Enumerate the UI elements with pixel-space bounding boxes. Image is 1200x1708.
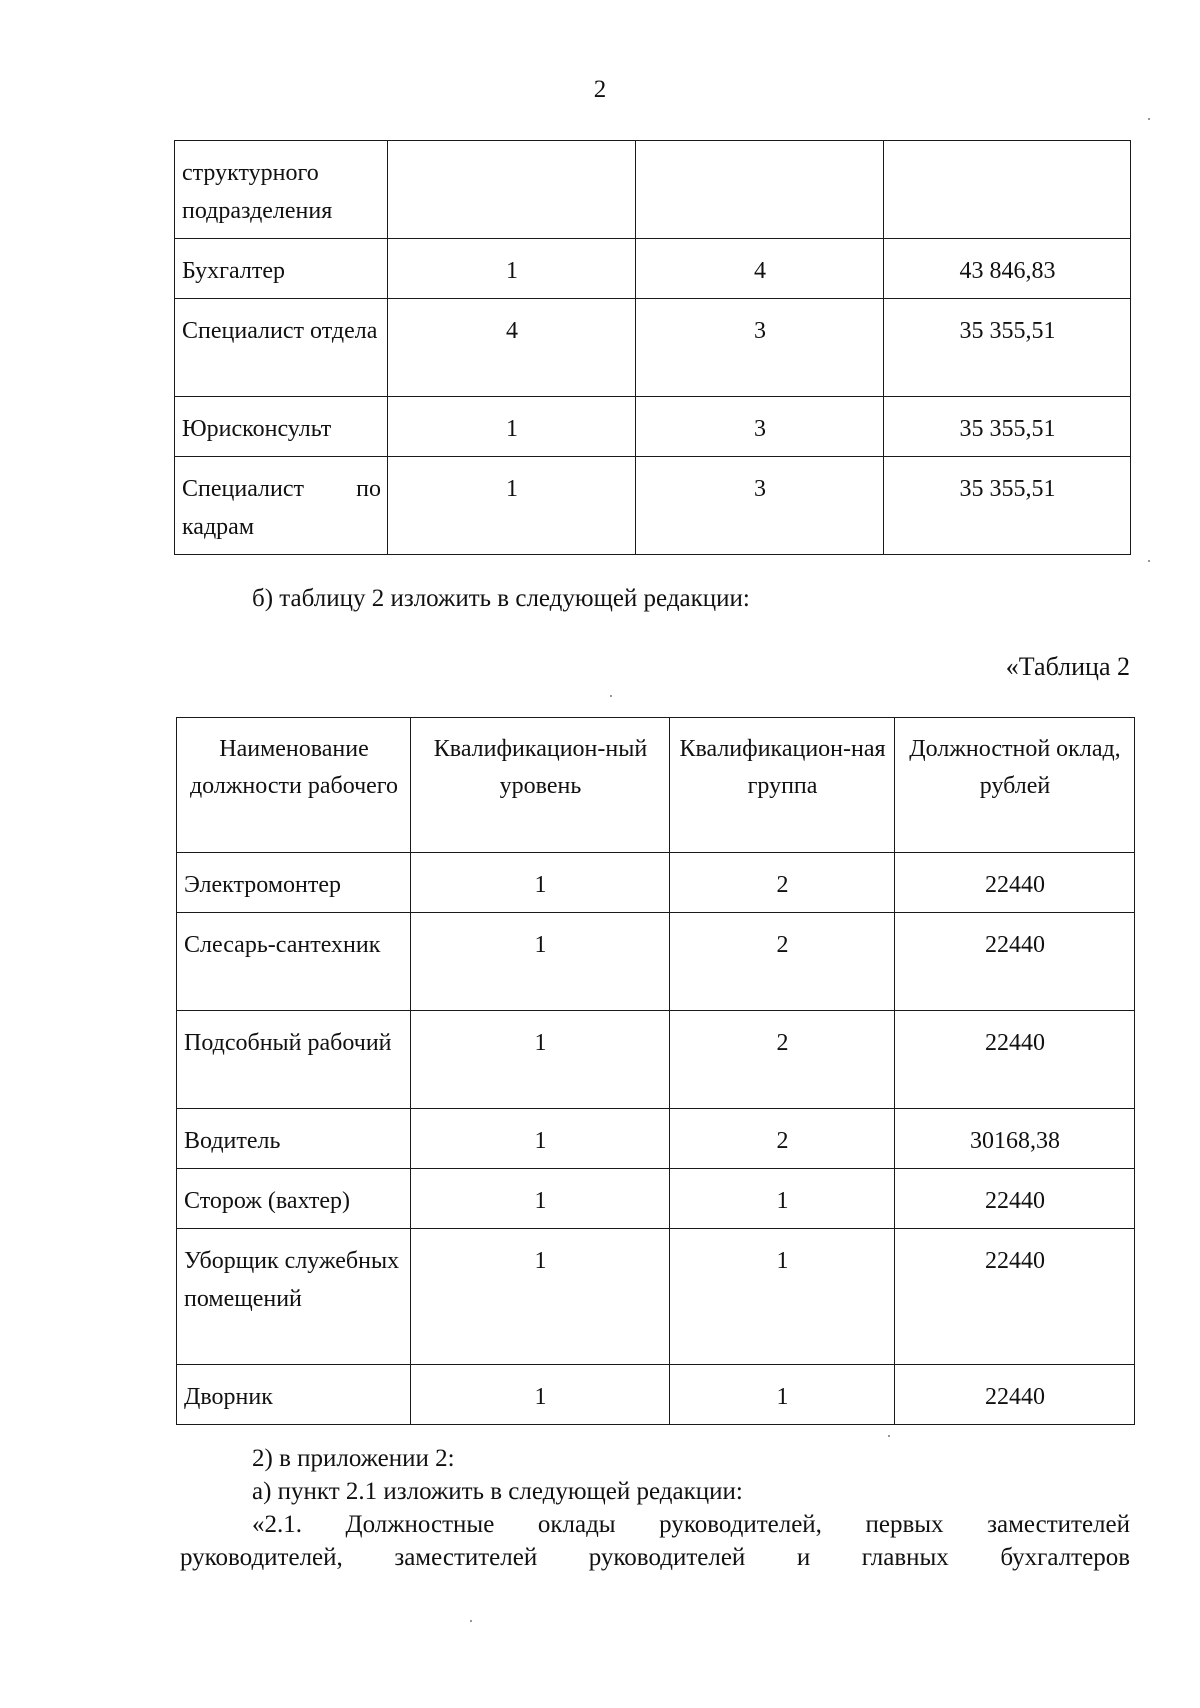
- page-number: 2: [593, 76, 607, 103]
- position-name-cell: Специалист отдела: [175, 299, 388, 397]
- table-2-caption: «Таблица 2: [1005, 652, 1130, 681]
- qualification-level-cell: 1: [411, 1011, 670, 1109]
- paragraph-2: 2) в приложении 2:: [252, 1445, 455, 1472]
- header-salary: Должностной оклад, рублей: [895, 718, 1135, 853]
- qualification-group-cell: 1: [670, 1365, 895, 1425]
- qualification-group-cell: 2: [670, 913, 895, 1011]
- qualification-level-cell: 1: [411, 1229, 670, 1365]
- salary-cell: 22440: [895, 853, 1135, 913]
- qualification-group-cell: 1: [670, 1169, 895, 1229]
- scan-speck: [1148, 560, 1150, 562]
- qualification-level-cell: 4: [388, 299, 636, 397]
- table-row: [175, 299, 1131, 397]
- table-row: [177, 913, 1135, 1011]
- qualification-level-cell: 1: [411, 1365, 670, 1425]
- qualification-group-cell: 3: [636, 457, 884, 555]
- qualification-level-cell: 1: [388, 457, 636, 555]
- paragraph-b: б) таблицу 2 изложить в следующей редакции:: [252, 585, 750, 612]
- salary-cell: [884, 141, 1131, 239]
- paragraph-a: а) пункт 2.1 изложить в следующей редакции:: [252, 1478, 743, 1505]
- qualification-level-cell: 1: [411, 1169, 670, 1229]
- scan-speck: [610, 695, 612, 697]
- qualification-level-cell: 1: [411, 913, 670, 1011]
- table-row: [175, 457, 1131, 555]
- table-row: [177, 1229, 1135, 1365]
- position-name-cell: Водитель: [177, 1109, 411, 1169]
- position-name-cell: Дворник: [177, 1365, 411, 1425]
- position-name-cell: Уборщик служебных помещений: [177, 1229, 411, 1365]
- qualification-group-cell: 3: [636, 397, 884, 457]
- salary-cell: 35 355,51: [884, 397, 1131, 457]
- salary-cell: 22440: [895, 1365, 1135, 1425]
- salary-cell: 30168,38: [895, 1109, 1135, 1169]
- header-position-name: Наименование должности рабочего: [177, 718, 411, 853]
- header-qualification-group: Квалификацион-ная группа: [670, 718, 895, 853]
- table-row: [175, 239, 1131, 299]
- table-row: [177, 1169, 1135, 1229]
- salary-cell: 43 846,83: [884, 239, 1131, 299]
- qualification-group-cell: 4: [636, 239, 884, 299]
- table-row: [177, 1365, 1135, 1425]
- table-row: [177, 1109, 1135, 1169]
- table-row: [177, 1011, 1135, 1109]
- worker-salary-table: [176, 717, 1135, 1425]
- position-name-cell: Юрисконсульт: [175, 397, 388, 457]
- paragraph-2-1-line-2: руководителей, заместителей руководителей и главных бухгалтеров: [180, 1544, 1130, 1571]
- salary-cell: 22440: [895, 1169, 1135, 1229]
- position-name-cell: структурного подразделения: [175, 141, 388, 239]
- qualification-group-cell: [636, 141, 884, 239]
- position-name-cell: Специалист по кадрам: [175, 457, 388, 555]
- salary-cell: 22440: [895, 1011, 1135, 1109]
- position-name-cell: Сторож (вахтер): [177, 1169, 411, 1229]
- salary-cell: 22440: [895, 913, 1135, 1011]
- salary-cell: 35 355,51: [884, 299, 1131, 397]
- position-name-cell: Электромонтер: [177, 853, 411, 913]
- qualification-level-cell: 1: [411, 1109, 670, 1169]
- paragraph-2-1-line-1: «2.1. Должностные оклады руководителей, первых заместителей: [252, 1511, 1130, 1538]
- table-row: [175, 397, 1131, 457]
- qualification-level-cell: 1: [388, 397, 636, 457]
- salary-cell: 35 355,51: [884, 457, 1131, 555]
- qualification-group-cell: 1: [670, 1229, 895, 1365]
- qualification-group-cell: 2: [670, 1109, 895, 1169]
- table-row: [177, 853, 1135, 913]
- table-header-row: [177, 718, 1135, 853]
- qualification-group-cell: 3: [636, 299, 884, 397]
- qualification-group-cell: 2: [670, 853, 895, 913]
- qualification-level-cell: 1: [388, 239, 636, 299]
- position-name-cell: Бухгалтер: [175, 239, 388, 299]
- salary-table-continued: [174, 140, 1131, 555]
- header-qualification-level: Квалификацион-ный уровень: [411, 718, 670, 853]
- scan-speck: [470, 1620, 472, 1622]
- scan-speck: [1148, 118, 1150, 120]
- qualification-level-cell: [388, 141, 636, 239]
- position-name-cell: Слесарь-сантехник: [177, 913, 411, 1011]
- qualification-group-cell: 2: [670, 1011, 895, 1109]
- table-row: [175, 141, 1131, 239]
- scan-speck: [888, 1435, 890, 1437]
- qualification-level-cell: 1: [411, 853, 670, 913]
- position-name-cell: Подсобный рабочий: [177, 1011, 411, 1109]
- salary-cell: 22440: [895, 1229, 1135, 1365]
